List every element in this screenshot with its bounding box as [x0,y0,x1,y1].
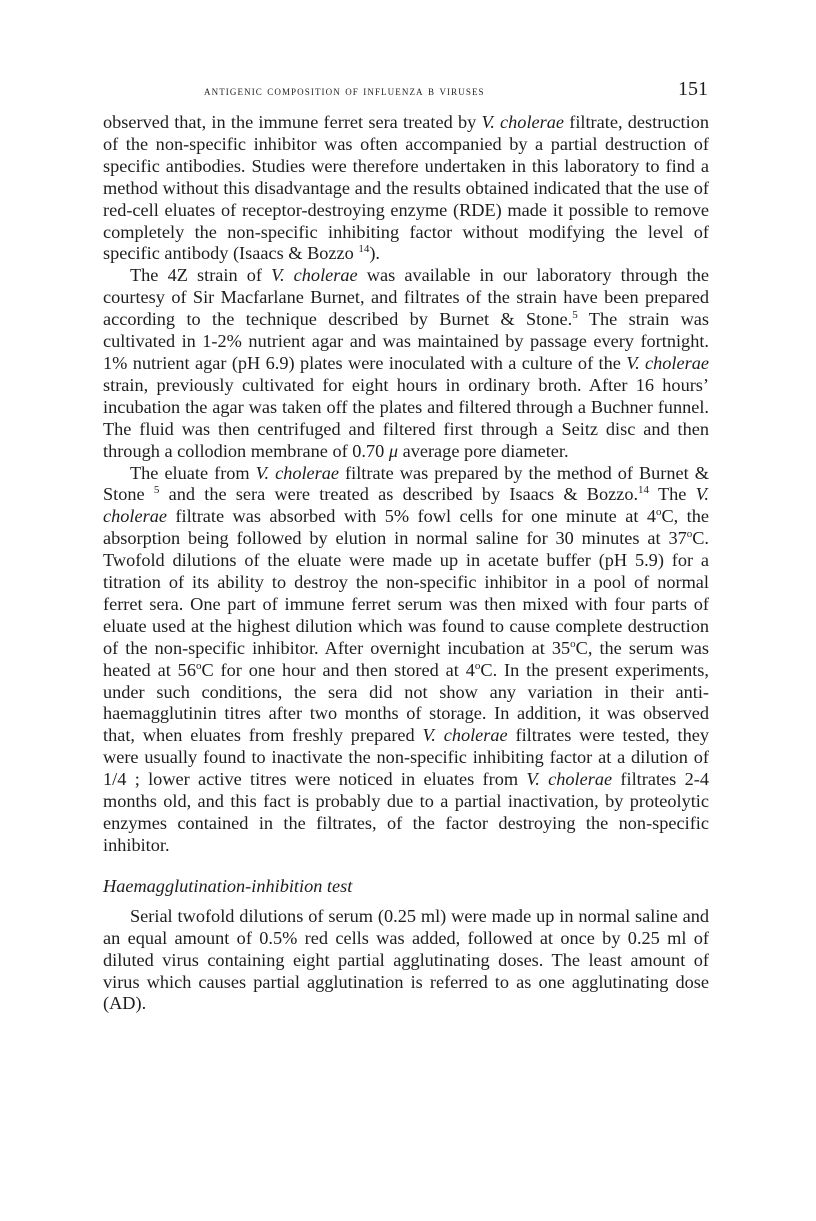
running-title: antigenic composition of influenza b viruses [204,83,485,98]
section-heading: Haemagglutination-inhibition test [103,875,353,896]
citation-ref: 5 [153,484,160,497]
text-run: was available in our laboratory through the courtesy of Sir Macfarlane Burnet, and filtrates of the strain have been prepared according to the technique described by Burnet & Stone. [103,265,709,330]
text-run: The strain was cultivated in 1-2% nutrient agar and was maintained by passage every fortnight. 1% nutrient agar (pH 6.9) plates were inoculated with a culture of the [103,309,710,373]
micron-symbol: μ [388,440,399,461]
species-name: V. cholerae [481,112,565,132]
text-run: C. Twofold dilutions of the eluate were made up in acetate buffer (pH 5.9) for a titration of its ability to destroy the non-specific inhibitor in a pool of normal ferret sera. One part of immune ferret serum was then mixed with four parts of eluate used at the highest dilution which was found to cause complete destruction of the non-specific inhibitor. After overnight incubation at 35 [103,528,709,658]
degree-mark: o [474,659,481,672]
species-name: V. cholerae [422,725,508,746]
text-run: C, the serum was heated at 56 [103,637,710,680]
page-number: 151 [678,78,708,100]
running-head [103,78,709,104]
text-run: filtrates were tested, they were usually found to inactivate the non-specific inhibiting factor at a dilution of 1/4 ; lower active titres were noticed in eluates from [103,725,709,790]
text-run: filtrate was prepared by the method of Burnet & Stone [103,462,709,505]
text-run: filtrates 2-4 months old, and this fact is probably due to a partial inactivation, by proteolytic enzymes contained in the filtrates, of the factor destroying the non-specific inhibitor. [103,769,709,855]
text-run: average pore diameter. [398,440,569,461]
text-run: The [649,484,696,505]
species-name: V. cholerae [526,769,613,790]
degree-mark: o [686,528,693,541]
text-run: and the sera were treated as described by Isaacs & Bozzo. [159,484,639,505]
text-run: C. In the present experiments, under such conditions, the sera did not show any variation in their anti-haemagglutinin titres after two months of storage. In addition, it was observed that, when eluates from freshly prepared [103,659,709,746]
citation-ref: 14 [638,484,650,497]
text-run: The 4Z strain of [130,265,272,286]
citation-ref: 14 [358,243,370,256]
species-name: V. cholerae [626,352,709,373]
text-run: C, the absorption being followed by elution in normal saline for 30 minutes at 37 [103,506,709,549]
text-run: filtrate was absorbed with 5% fowl cells for one minute at 4 [166,506,656,527]
text-run: filtrate, destruction of the non-specific inhibitor was often accompanied by a partial destruction of specific antibodies. Studies were therefore undertaken in this laboratory to find a method without this disadvantage and the results obtained indicated that the use of red-cell eluates of receptor-destroying enzyme (RDE) made it possible to remove completely the non-specific inhibiting factor without modifying the level of specific antibody (Isaacs & Bozzo [103,112,709,264]
page [103,78,709,1015]
text-run: ). [369,243,381,264]
species-name: V. cholerae [271,265,358,286]
paragraph-4: Serial twofold dilutions of serum (0.25 ml) were made up in normal saline and an equal amount of 0.5% red cells was added, followed at once by 0.25 ml of diluted virus containing eight partial agglutinating doses. The least amount of virus which causes partial agglutination is referred to as one agglutinating dose (AD). [103,905,709,1014]
paragraph-2 [103,265,709,462]
degree-mark: o [195,659,202,672]
degree-mark: o [570,637,576,650]
degree-mark: o [655,506,662,519]
citation-ref: 5 [572,309,578,322]
text-run: The eluate from [130,462,256,483]
species-name: V. cholerae [103,484,709,527]
text-run: C for one hour and then stored at 4 [201,659,475,680]
species-name: V. cholerae [255,462,340,483]
paragraph-1 [103,112,709,265]
text-run: strain, previously cultivated for eight hours in ordinary broth. After 16 hours’ incubation the agar was taken off the plates and filtered through a Buchner funnel. The fluid was then centrifuged and filtered first through a Seitz disc and then through a collodion membrane of 0.70 [103,374,709,461]
paragraph-3 [103,463,709,857]
text-run: observed that, in the immune ferret sera treated by [103,112,482,132]
